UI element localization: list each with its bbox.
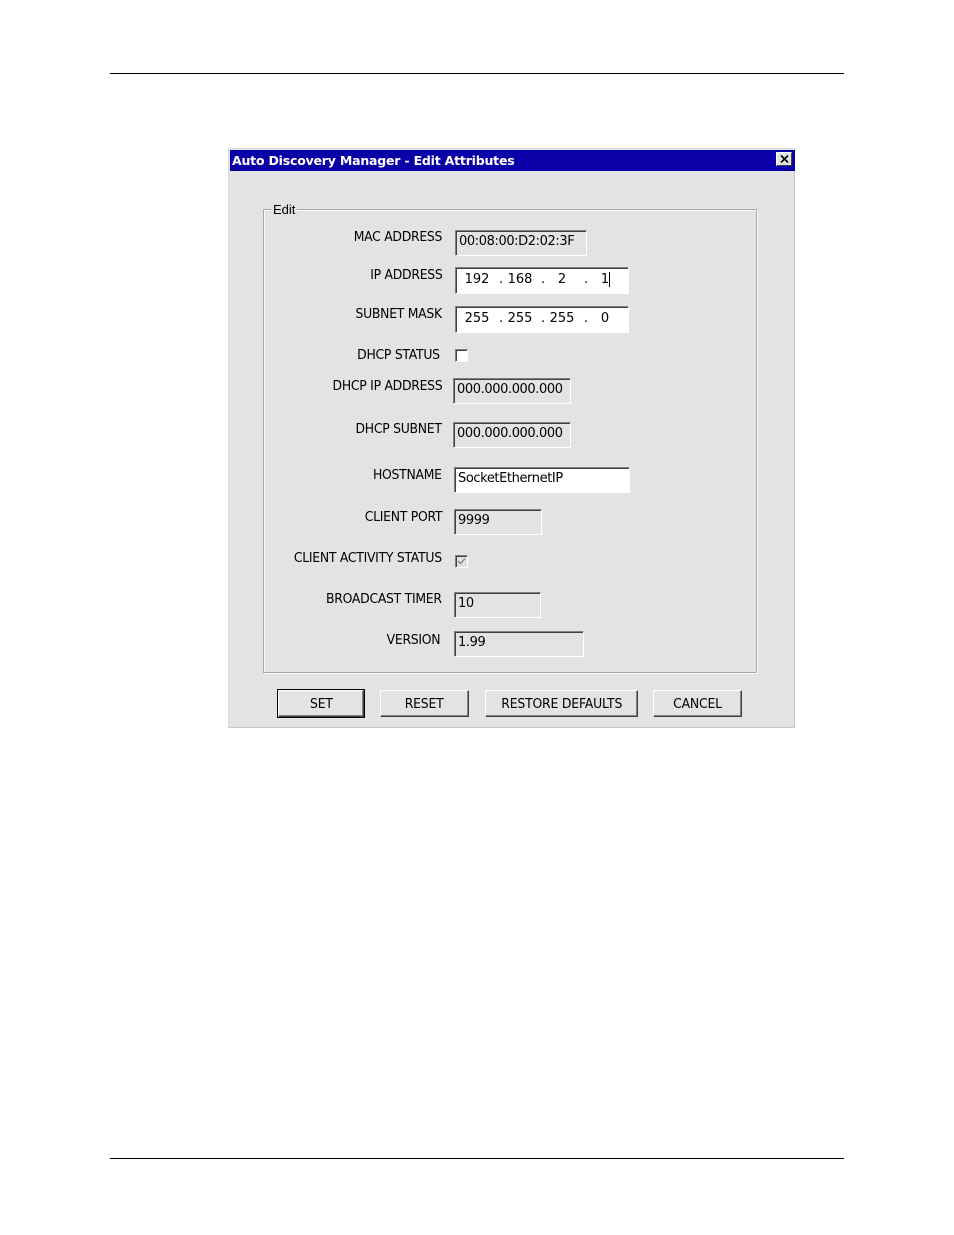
ip-dot-2: . [541,272,546,287]
mask-dot-1: . [499,311,504,326]
broadcast-timer-label: BROADCAST TIMER [326,591,442,607]
ip-dot-3: . [584,272,589,287]
reset-button[interactable] [380,690,469,717]
dhcp-status-label: DHCP STATUS [357,347,440,363]
edit-attributes-dialog [228,148,795,728]
ip-octet-2: 168 [507,272,533,287]
dhcp-ip-address-label: DHCP IP ADDRESS [332,378,442,394]
restore-defaults-button-label: RESTORE DEFAULTS [501,695,622,712]
dialog-title: Auto Discovery Manager - Edit Attributes [232,153,515,168]
dhcp-status-checkbox[interactable] [455,349,468,362]
mask-octet-3: 255 [549,311,575,326]
mac-address-field[interactable]: 00:08:00:D2:02:3F [455,230,587,256]
cancel-button-label: CANCEL [673,695,722,712]
cancel-button[interactable] [653,690,742,717]
dhcp-subnet-field[interactable]: 000.000.000.000 [453,422,571,448]
set-button-label: SET [309,695,333,712]
close-button[interactable] [776,152,792,166]
mask-octet-2: 255 [507,311,533,326]
ip-octet-1: 192 [464,272,490,287]
version-field[interactable]: 1.99 [454,631,584,657]
page-footer-rule [110,1158,844,1159]
mask-dot-2: . [541,311,546,326]
ip-octet-3: 2 [557,272,567,287]
client-port-label: CLIENT PORT [364,509,442,525]
close-icon [780,155,789,163]
hostname-field[interactable]: SocketEthernetIP [454,467,630,493]
dialog-titlebar[interactable] [230,150,795,171]
version-label: VERSION [386,632,440,648]
set-button[interactable] [278,690,364,717]
dhcp-subnet-label: DHCP SUBNET [355,421,442,437]
subnet-mask-field[interactable] [455,306,629,333]
mask-octet-4: 0 [600,311,610,326]
text-caret [609,272,610,287]
checkmark-icon [457,557,466,566]
broadcast-timer-field[interactable]: 10 [454,592,541,618]
mask-octet-1: 255 [464,311,490,326]
dhcp-ip-address-field[interactable]: 000.000.000.000 [453,378,571,404]
restore-defaults-button[interactable] [485,690,638,717]
client-activity-status-checkbox[interactable] [455,555,468,568]
edit-group-label: Edit [273,202,296,217]
ip-address-label: IP ADDRESS [369,267,442,283]
subnet-mask-label: SUBNET MASK [355,306,442,322]
hostname-label: HOSTNAME [373,467,442,483]
page-header-rule [110,73,844,74]
ip-address-field[interactable] [455,267,629,294]
mac-address-label: MAC ADDRESS [353,229,442,245]
client-port-field[interactable]: 9999 [454,509,542,535]
client-activity-status-label: CLIENT ACTIVITY STATUS [294,550,442,566]
reset-button-label: RESET [405,695,444,712]
ip-dot-1: . [499,272,504,287]
ip-octet-4: 1 [600,272,610,287]
mask-dot-3: . [584,311,589,326]
